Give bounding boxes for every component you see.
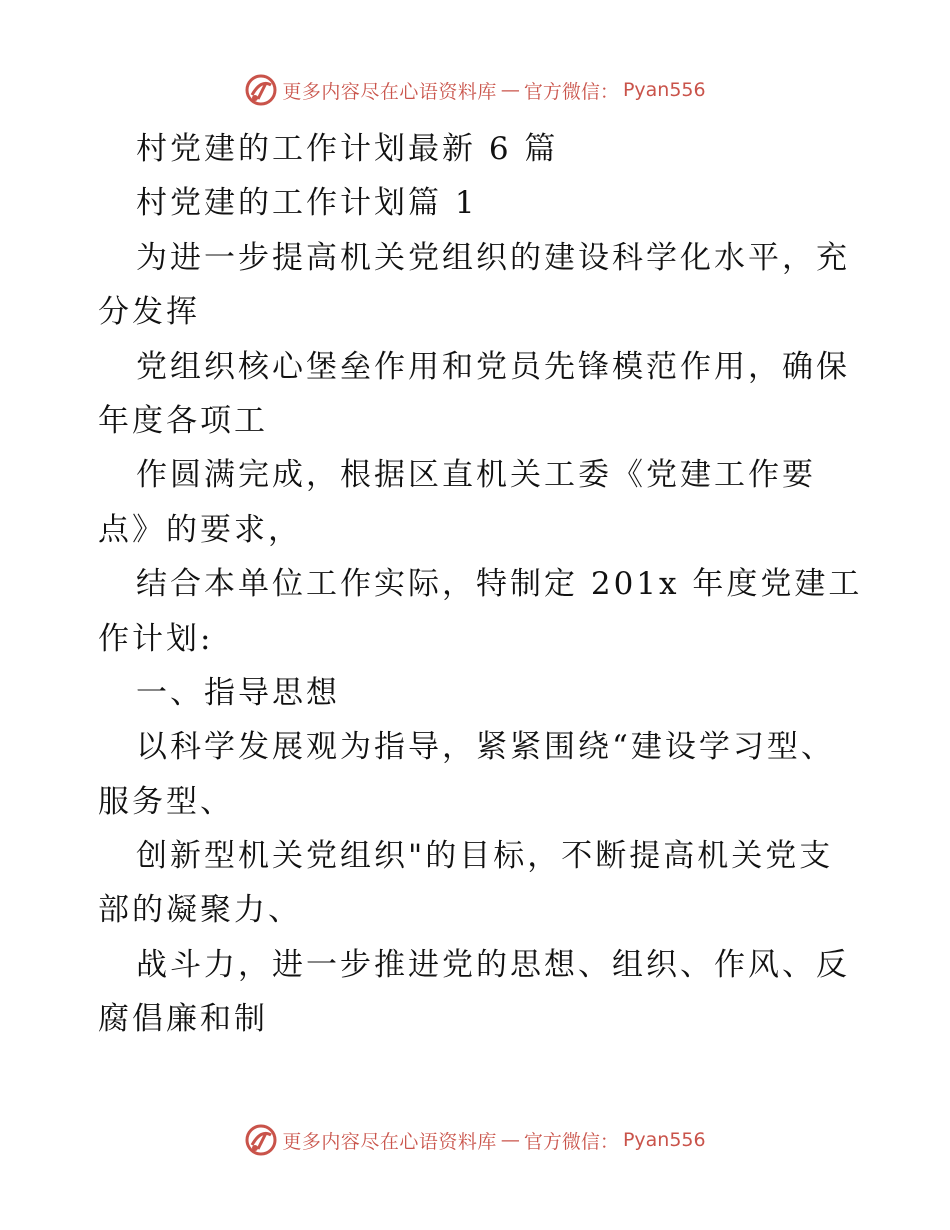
header-banner-dash: — bbox=[500, 79, 520, 101]
header-banner-text: 更多内容尽在心语资料库 bbox=[282, 80, 497, 103]
paragraph-line: 党组织核心堡垒作用和党员先锋模范作用，确保 bbox=[136, 348, 850, 385]
footer-banner-dash: — bbox=[500, 1129, 520, 1151]
header-banner-label: 官方微信： bbox=[523, 80, 619, 103]
footer-banner-label: 官方微信： bbox=[523, 1130, 619, 1153]
paragraph-line: 年度各项工 bbox=[98, 402, 268, 439]
paragraph-line: 创新型机关党组织"的目标，不断提高机关党支 bbox=[136, 838, 834, 875]
paragraph-line: 为进一步提高机关党组织的建设科学化水平，充 bbox=[136, 239, 850, 276]
subsection-heading: 一、指导思想 bbox=[136, 674, 340, 711]
section-heading: 村党建的工作计划篇 1 bbox=[136, 185, 478, 222]
header-banner bbox=[0, 70, 950, 110]
paragraph-line: 部的凝聚力、 bbox=[98, 892, 302, 929]
footer-banner-content bbox=[244, 1123, 705, 1157]
header-wechat-id: Pyan556 bbox=[622, 79, 706, 101]
paragraph-line: 点》的要求， bbox=[98, 511, 302, 548]
document-body bbox=[98, 122, 863, 1047]
library-logo-icon bbox=[244, 73, 278, 107]
footer-banner-text: 更多内容尽在心语资料库 bbox=[282, 1130, 497, 1153]
paragraph-line: 作计划: bbox=[98, 620, 214, 657]
footer-banner bbox=[0, 1120, 950, 1160]
footer-wechat-id: Pyan556 bbox=[622, 1129, 706, 1151]
paragraph-line: 分发挥 bbox=[98, 294, 200, 331]
header-banner-content bbox=[244, 73, 705, 107]
document-title: 村党建的工作计划最新 6 篇 bbox=[136, 131, 559, 167]
paragraph-line: 作圆满完成，根据区直机关工委《党建工作要 bbox=[136, 457, 816, 494]
paragraph-line: 结合本单位工作实际，特制定 201x 年度党建工 bbox=[136, 566, 863, 603]
paragraph-line: 以科学发展观为指导，紧紧围绕“建设学习型、 bbox=[136, 729, 835, 766]
library-logo-icon bbox=[244, 1123, 278, 1157]
paragraph-line: 服务型、 bbox=[98, 783, 234, 820]
paragraph-line: 腐倡廉和制 bbox=[98, 1001, 268, 1038]
paragraph-line: 战斗力，进一步推进党的思想、组织、作风、反 bbox=[136, 946, 850, 983]
